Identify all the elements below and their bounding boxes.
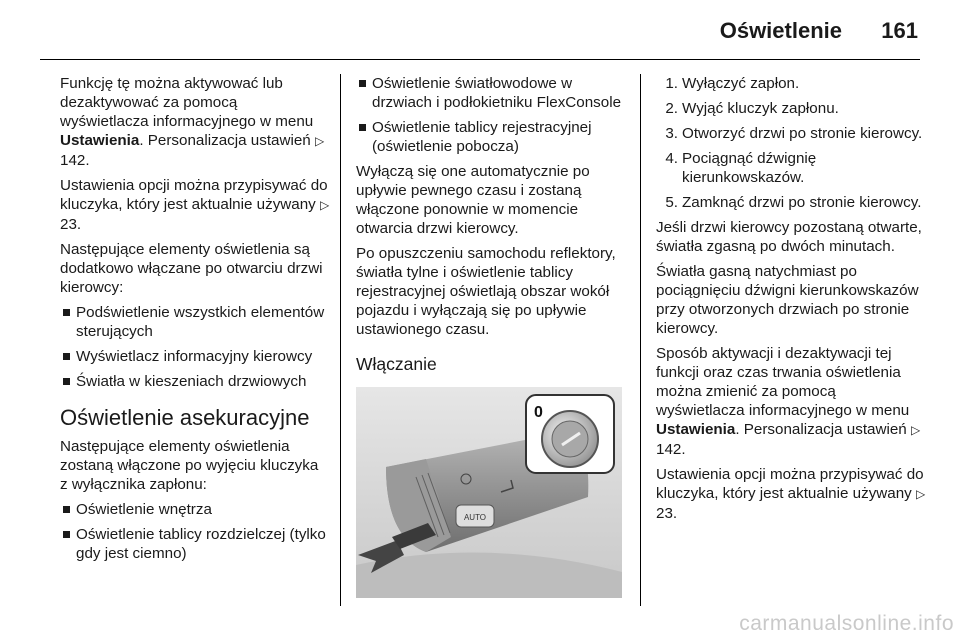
list-item: Oświetlenie tablicy rozdzielczej (tylko gdy jest ciemno) xyxy=(60,525,330,563)
page-ref[interactable]: 23. xyxy=(656,505,678,522)
column-divider xyxy=(640,74,641,606)
step-item: 5. Zamknąć drzwi po stronie kierowcy. xyxy=(665,194,922,211)
step-item: 4. Pociągnąć dźwignię kierunkowskazów. xyxy=(665,150,817,186)
column-divider xyxy=(340,74,341,606)
paragraph: Światła gasną natychmiast po pociągnięciu dźwigni kierunkowskazów przy otworzonych drzwiach po stronie kierowcy. xyxy=(656,263,919,337)
column-2 xyxy=(356,74,626,598)
paragraph: Następujące elementy oświetlenia są dodatkowo włączane po otwarciu drzwi kierowcy: xyxy=(60,241,323,296)
page-ref[interactable]: 142. xyxy=(656,441,686,458)
step-item: 1. Wyłączyć zapłon. xyxy=(665,75,800,92)
list-item: Oświetlenie światłowodowe w drzwiach i podłokietniku FlexConsole xyxy=(356,74,626,112)
step-item: 2. Wyjąć kluczyk zapłonu. xyxy=(665,100,839,117)
column-1 xyxy=(60,74,330,569)
paragraph: Wyłączą się one automatycznie po upływie pewnego czasu i zostaną włączone ponownie w momencie otwarcia drzwi kierowcy. xyxy=(356,163,590,237)
list-item: Oświetlenie tablicy rejestracyjnej (oświetlenie pobocza) xyxy=(356,118,626,156)
column-3 xyxy=(656,74,928,529)
page-ref-arrow-icon: ▷ xyxy=(915,487,926,501)
bullet-square-icon xyxy=(359,80,366,87)
list-item: Wyświetlacz informacyjny kierowcy xyxy=(60,347,330,366)
menu-settings-ref: Ustawienia xyxy=(60,132,140,149)
page-number: 161 xyxy=(881,18,918,43)
bullet-square-icon xyxy=(63,506,70,513)
paragraph: Jeśli drzwi kierowcy pozostaną otwarte, światła zgasną po dwóch minutach. xyxy=(656,219,922,255)
switch-position-label: 0 xyxy=(534,404,543,421)
page-title: Oświetlenie xyxy=(719,18,842,43)
bullet-square-icon xyxy=(63,531,70,538)
bullet-square-icon xyxy=(359,124,366,131)
list-item: Oświetlenie wnętrza xyxy=(60,500,330,519)
paragraph: Funkcję tę można aktywować lub dezaktywować za pomocą wyświetlacza informacyjnego w menu Ustawienia. Personalizacja ustawień ▷ 142. xyxy=(60,75,325,169)
step-item: 3. Otworzyć drzwi po stronie kierowcy. xyxy=(665,125,923,142)
light-switch-figure xyxy=(356,387,622,598)
paragraph: Ustawienia opcji można przypisywać do kluczyka, który jest aktualnie używany ▷ 23. xyxy=(656,466,926,522)
list-item: Światła w kieszeniach drzwiowych xyxy=(60,372,330,391)
page-ref[interactable]: 142. xyxy=(60,152,90,169)
bullet-square-icon xyxy=(63,353,70,360)
auto-button-label: AUTO xyxy=(463,513,487,522)
bullet-square-icon xyxy=(63,378,70,385)
bullet-square-icon xyxy=(63,309,70,316)
page-ref-arrow-icon: ▷ xyxy=(319,198,330,212)
paragraph: Ustawienia opcji można przypisywać do kluczyka, który jest aktualnie używany ▷ 23. xyxy=(60,177,330,233)
paragraph: Po opuszczeniu samochodu reflektory, światła tylne i oświetlenie tablicy rejestracyjnej oświetlają obszar wokół pojazdu i wyłączają się po upływie ustawionego czasu. xyxy=(356,245,616,338)
paragraph: Następujące elementy oświetlenia zostaną włączone po wyjęciu kluczyka z wyłącznika zapłonu: xyxy=(60,438,319,493)
header-rule xyxy=(40,59,920,60)
section-heading: Oświetlenie asekuracyjne xyxy=(60,405,310,430)
page-ref-arrow-icon: ▷ xyxy=(314,134,325,148)
paragraph: Sposób aktywacji i dezaktywacji tej funkcji oraz czas trwania oświetlenia można zmienić za pomocą wyświetlacza informacyjnego w menu Ustawienia. Personalizacja ustawień ▷ 142. xyxy=(656,345,921,458)
watermark: carmanualsonline.info xyxy=(739,612,954,635)
page-ref-arrow-icon: ▷ xyxy=(910,423,921,437)
page-header xyxy=(0,0,960,62)
list-item: Podświetlenie wszystkich elementów sterujących xyxy=(60,303,330,341)
lever-illustration xyxy=(356,387,622,598)
page-ref[interactable]: 23. xyxy=(60,216,82,233)
subsection-heading: Włączanie xyxy=(356,354,437,374)
menu-settings-ref: Ustawienia xyxy=(656,421,736,438)
